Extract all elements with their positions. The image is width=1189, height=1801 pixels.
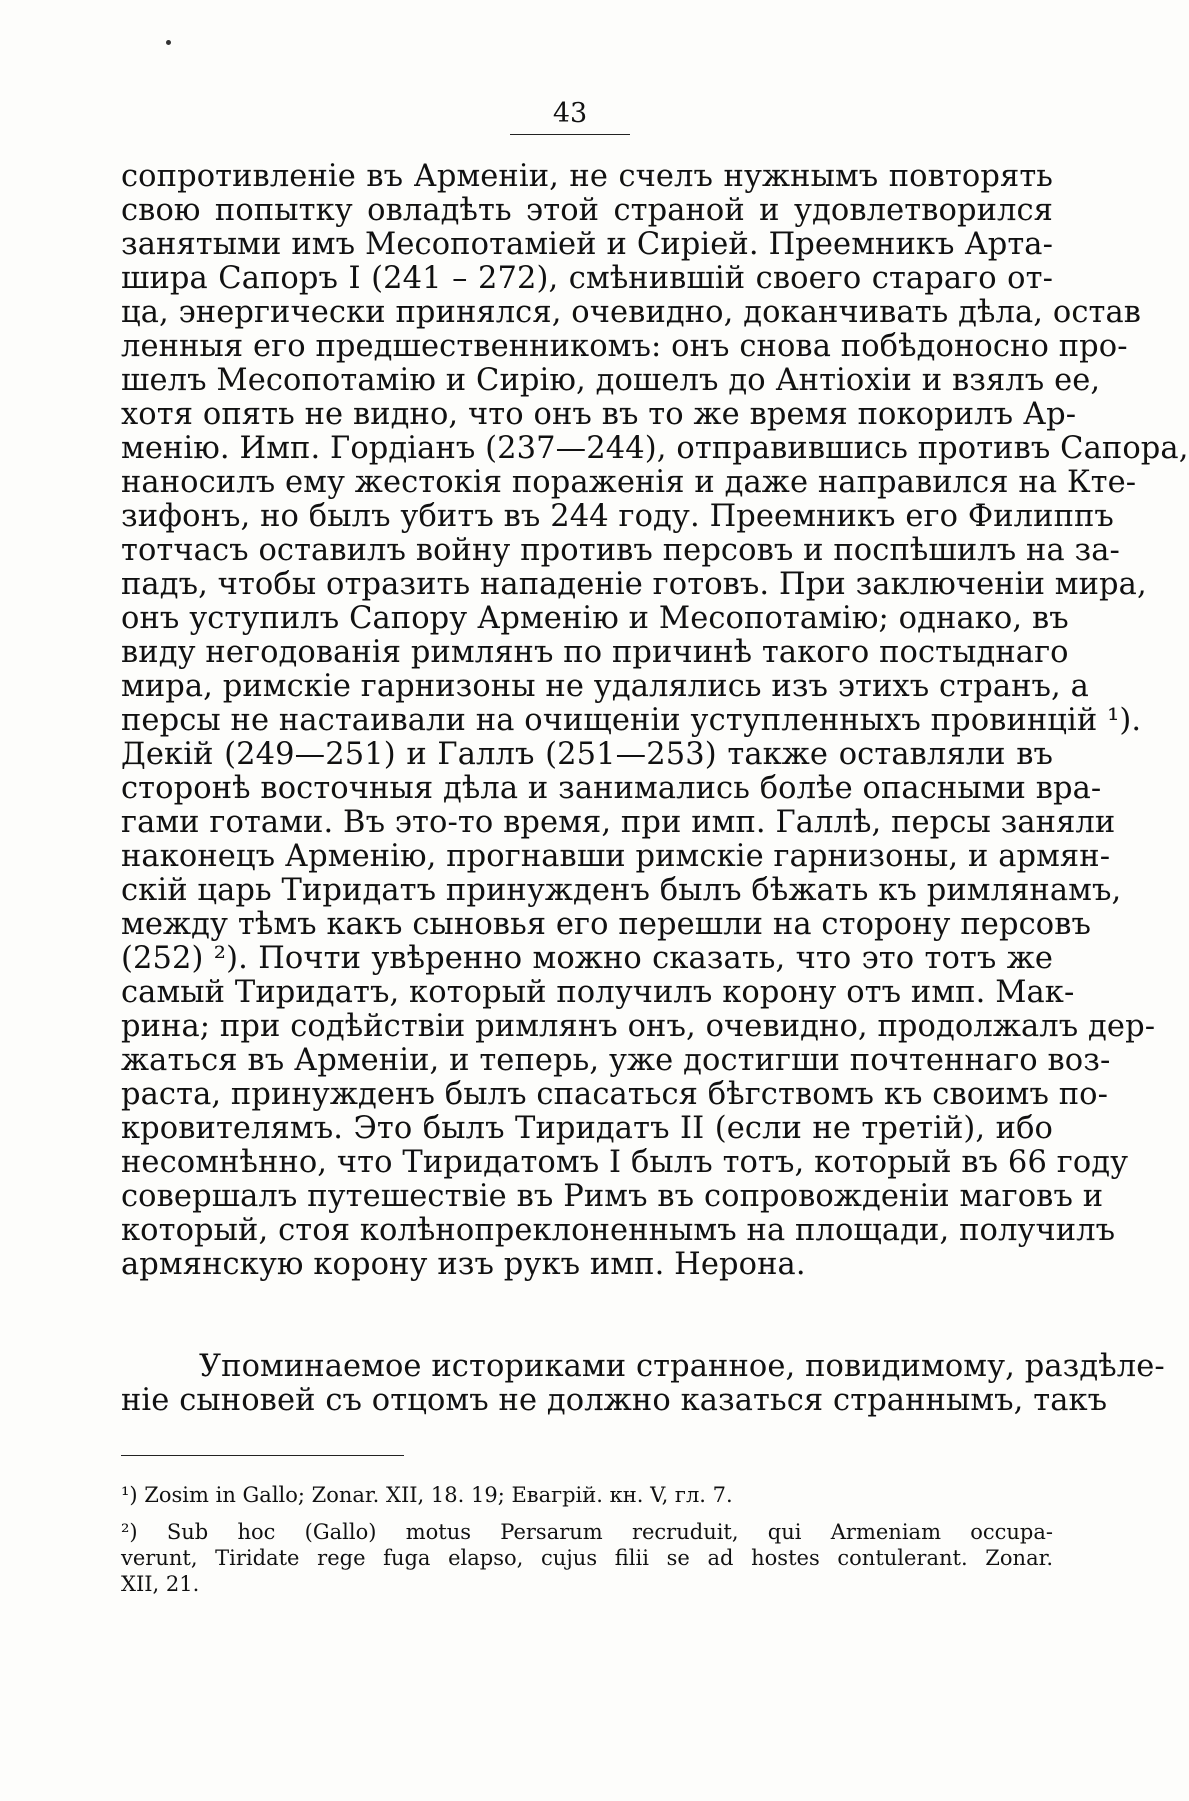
- text-line: менію. Имп. Гордіанъ (237—244), отправившись противъ Сапора,: [121, 431, 1189, 466]
- text-line: несомнѣнно, что Тиридатомъ I былъ тотъ, который въ 66 году: [121, 1145, 1129, 1180]
- text-line: между тѣмъ какъ сыновья его перешли на сторону персовъ: [121, 907, 1092, 942]
- text-line: наконецъ Арменію, прогнавши римскіе гарнизоны, и армян-: [121, 839, 1111, 874]
- text-line: наносилъ ему жестокія пораженія и даже направился на Кте-: [121, 465, 1137, 500]
- text-line: гами готами. Въ это-то время, при имп. Галлѣ, персы заняли: [121, 805, 1116, 840]
- footnote-line: XII, 21.: [121, 1572, 200, 1596]
- text-line: совершалъ путешествіе въ Римъ въ сопровожденіи маговъ и: [121, 1179, 1104, 1214]
- body-paragraph-1: [121, 159, 1189, 1282]
- footnote-line: ¹) Zosim in Gallo; Zonar. XII, 18. 19; Евагрій. кн. V, гл. 7.: [121, 1483, 733, 1507]
- footnote-line: ²) Sub hoc (Gallo) motus Persarum recruduit, qui Armeniam occupa-: [121, 1520, 1053, 1544]
- page-number: 43: [510, 96, 630, 135]
- text-line: сторонѣ восточныя дѣла и занимались болѣе опасными вра-: [121, 771, 1102, 806]
- text-line: персы не настаивали на очищеніи уступленныхъ провинцій ¹).: [121, 703, 1142, 738]
- text-line: рина; при содѣйствіи римлянъ онъ, очевидно, продолжалъ дер-: [121, 1009, 1156, 1044]
- text-line: шелъ Месопотамію и Сирію, дошелъ до Антіохіи и взялъ ее,: [121, 363, 1101, 398]
- text-line: кровителямъ. Это былъ Тиридатъ II (если не третій), ибо: [121, 1111, 1053, 1146]
- text-line: Декій (249—251) и Галлъ (251—253) также оставляли въ: [121, 737, 1053, 772]
- text-line: ца, энергически принялся, очевидно, доканчивать дѣла, остав: [121, 295, 1142, 330]
- text-line: виду негодованія римлянъ по причинѣ такого постыднаго: [121, 635, 1069, 670]
- footnote-separator: [121, 1455, 404, 1456]
- text-line: самый Тиридатъ, который получилъ корону отъ имп. Мак-: [121, 975, 1075, 1010]
- stray-ink-mark: [166, 40, 171, 45]
- text-line: ніе сыновей съ отцомъ не должно казаться страннымъ, такъ: [121, 1383, 1108, 1418]
- text-line: ленныя его предшественникомъ: онъ снова побѣдоносно про-: [121, 329, 1128, 364]
- text-line: армянскую корону изъ рукъ имп. Нерона.: [121, 1247, 806, 1282]
- text-line: мира, римскіе гарнизоны не удалялись изъ этихъ странъ, а: [121, 669, 1089, 704]
- footnote-1: [121, 1482, 1053, 1508]
- text-line: жаться въ Арменіи, и теперь, уже достигши почтеннаго воз-: [121, 1043, 1111, 1078]
- text-line: онъ уступилъ Сапору Арменію и Месопотамію; однако, въ: [121, 601, 1069, 636]
- text-line: (252) ²). Почти увѣренно можно сказать, что это тотъ же: [121, 941, 1053, 976]
- text-line: падъ, чтобы отразить нападеніе готовъ. При заключеніи мира,: [121, 567, 1147, 602]
- text-line: свою попытку овладѣть этой страной и удовлетворился: [121, 193, 1053, 228]
- text-line: раста, принужденъ былъ спасаться бѣгствомъ къ своимъ по-: [121, 1077, 1109, 1112]
- footnote-line: verunt, Tiridate rege fuga elapso, cujus filii se ad hostes contulerant. Zonar.: [121, 1546, 1053, 1570]
- text-line: хотя опять не видно, что онъ въ то же время покорилъ Ар-: [121, 397, 1077, 432]
- text-line: Упоминаемое историками странное, повидимому, раздѣле-: [199, 1349, 1165, 1384]
- text-line: сопротивленіе въ Арменіи, не счелъ нужнымъ повторять: [121, 159, 1053, 194]
- footnote-2: [121, 1519, 1053, 1597]
- text-line: зифонъ, но былъ убитъ въ 244 году. Преемникъ его Филиппъ: [121, 499, 1114, 534]
- body-paragraph-2: [121, 1349, 1165, 1418]
- text-line: шира Сапоръ I (241 – 272), смѣнившій своего стараго от-: [121, 261, 1053, 296]
- text-line: скій царь Тиридатъ принужденъ былъ бѣжать къ римлянамъ,: [121, 873, 1122, 908]
- text-line: занятыми имъ Месопотаміей и Сиріей. Преемникъ Арта-: [121, 227, 1053, 262]
- text-line: который, стоя колѣнопреклоненнымъ на площади, получилъ: [121, 1213, 1116, 1248]
- text-line: тотчасъ оставилъ войну противъ персовъ и поспѣшилъ на за-: [121, 533, 1120, 568]
